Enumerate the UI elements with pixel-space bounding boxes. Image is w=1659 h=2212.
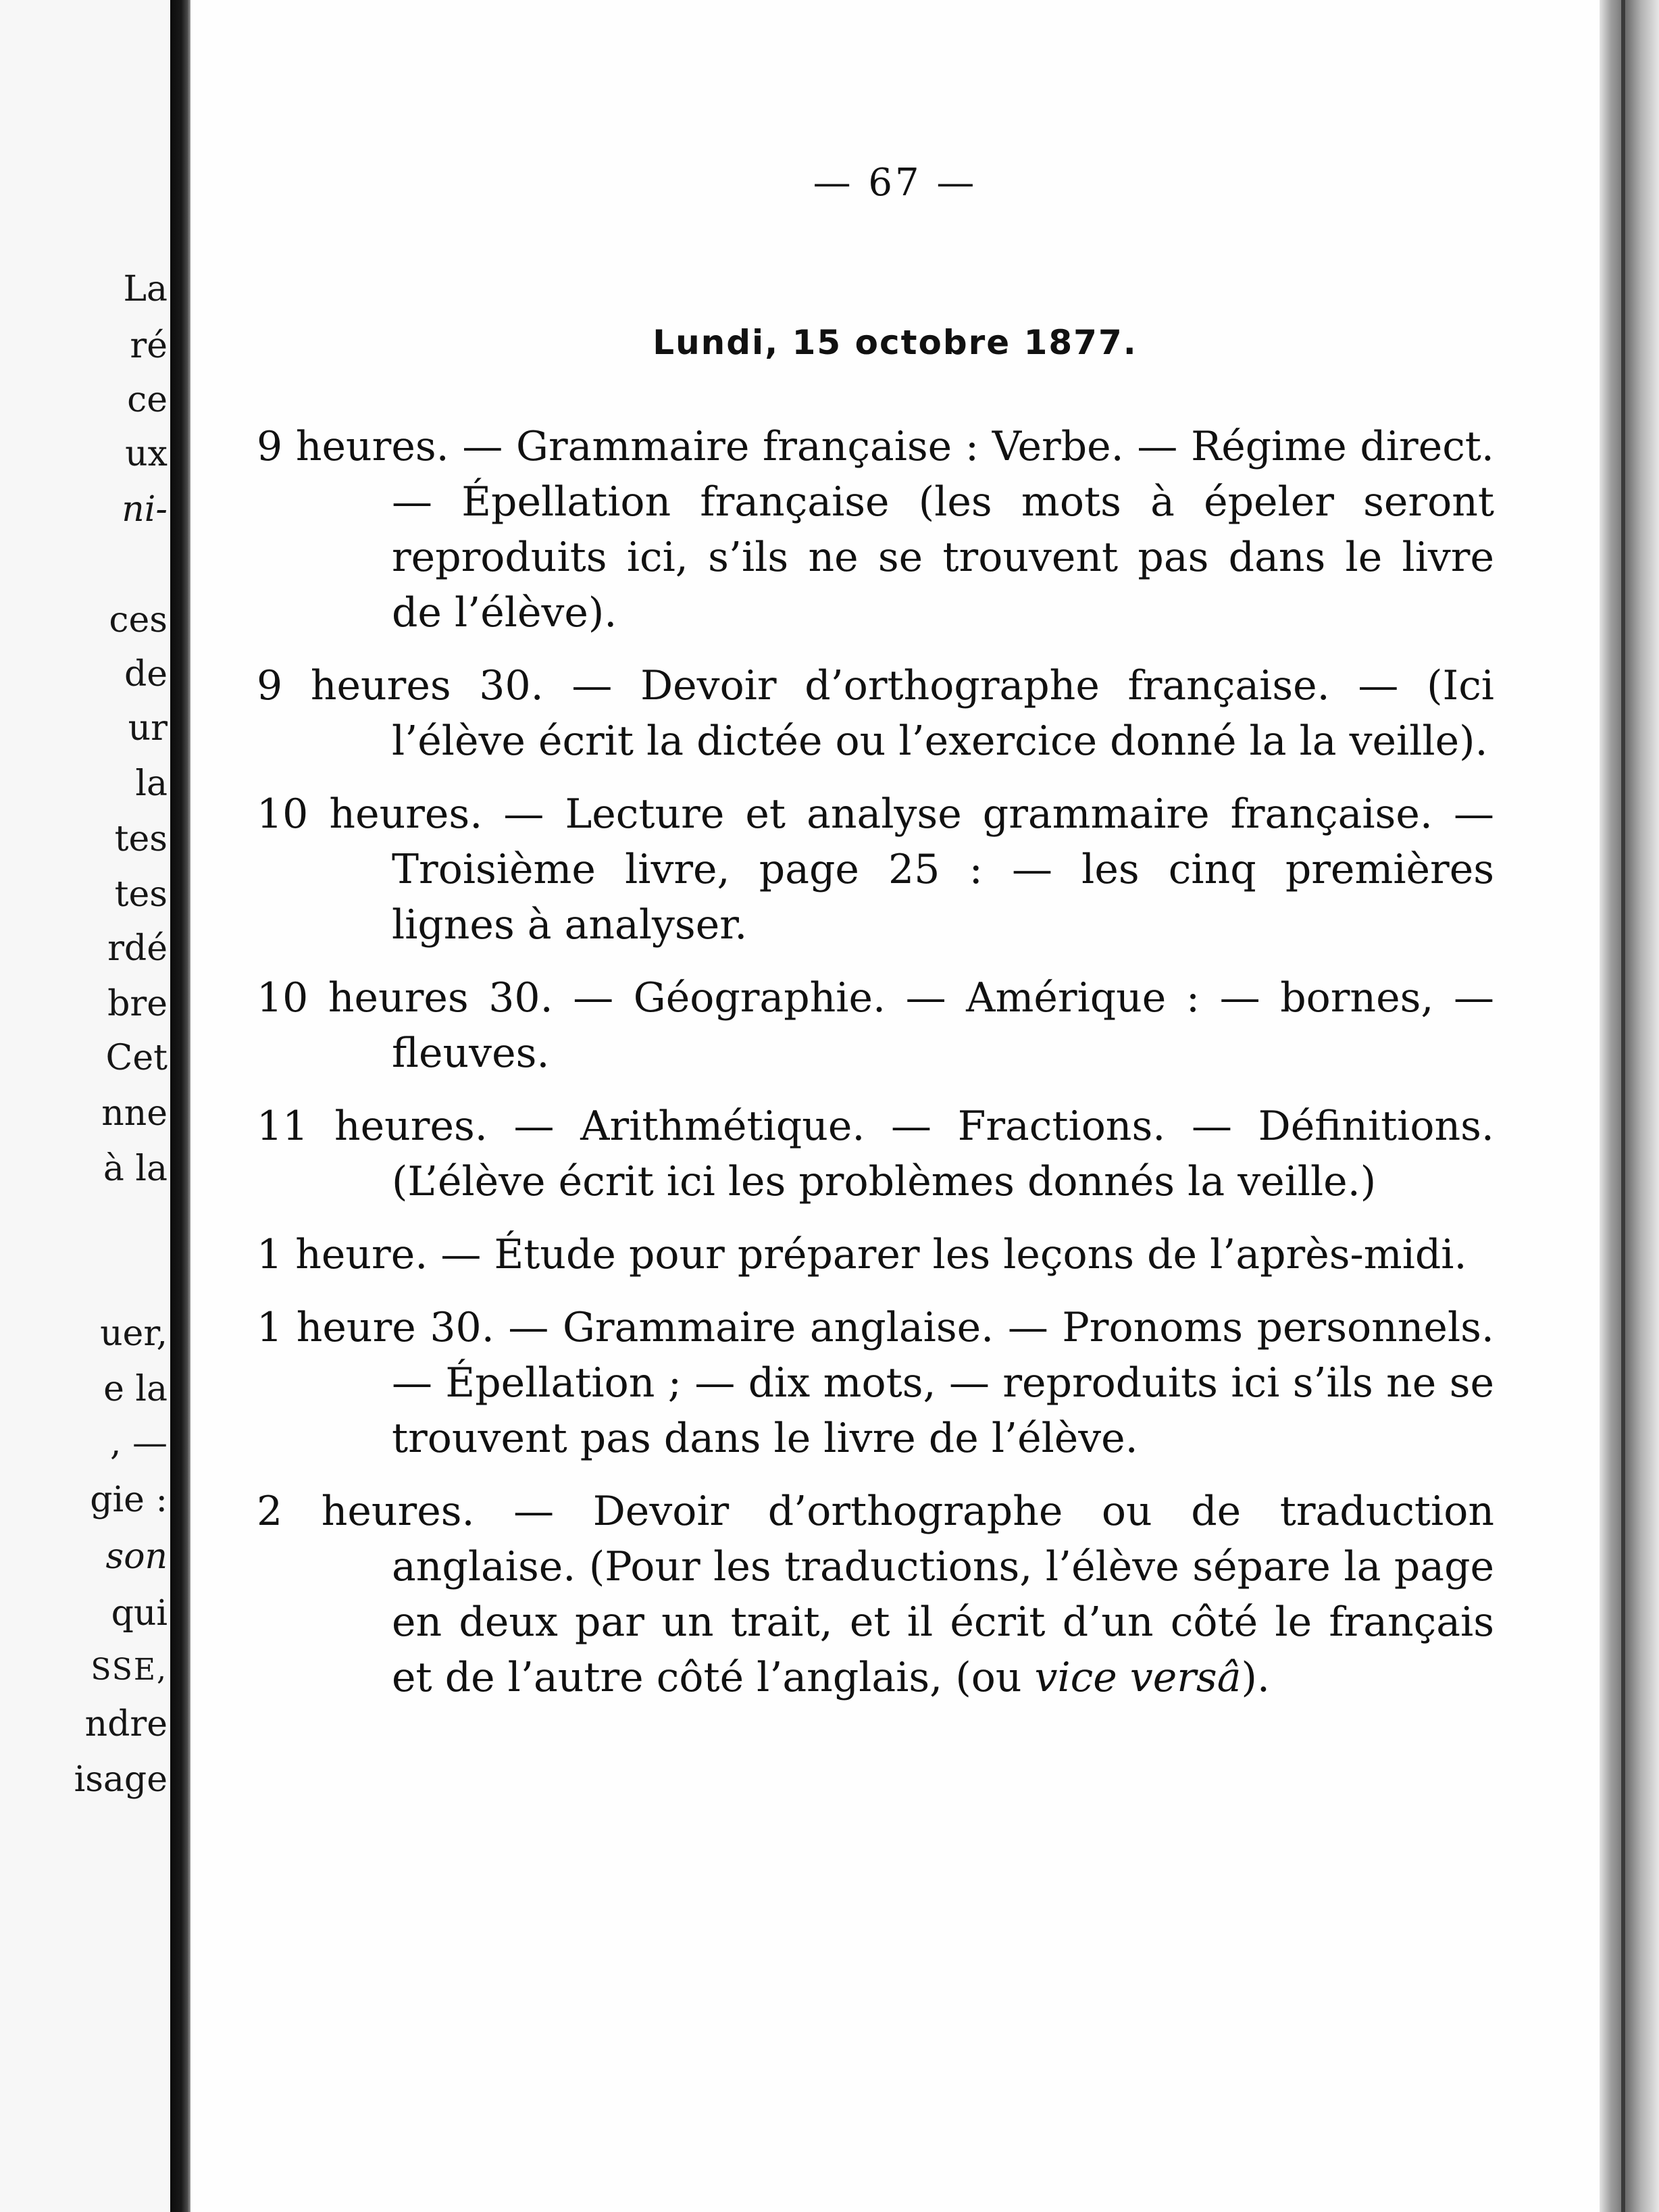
left-page-fragment: ux (125, 434, 168, 474)
schedule-entry: 1 heure 30. — Grammaire anglaise. — Pronoms personnels. — Épellation ; — dix mots, — reproduits ici s’ils ne se trouvent pas dans le livre de l’élève. (257, 1304, 1494, 1462)
left-page-fragment: son (105, 1536, 168, 1577)
entry-italic-text: vice versâ (1034, 1654, 1242, 1701)
left-page-fragment: de (124, 654, 168, 695)
left-page-fragment: La (123, 269, 168, 309)
left-page-fragment: à la (103, 1149, 168, 1189)
left-page-fragment: tes (114, 874, 168, 915)
schedule-entry: 10 heures. — Lecture et analyse grammaire française. — Troisième livre, page 25 : — les cinq premières lignes à analyser. (257, 790, 1494, 949)
left-page-fragment: Cet (105, 1038, 168, 1078)
left-page-fragment: ndre (84, 1704, 168, 1744)
schedule-entry: 10 heures 30. — Géographie. — Amérique : — bornes, — fleuves. (257, 974, 1494, 1077)
schedule-list (257, 419, 1494, 1723)
schedule-entry: 1 heure. — Étude pour préparer les leçons de l’après-midi. (257, 1231, 1467, 1278)
left-page-fragment: uer, (100, 1313, 168, 1354)
left-page-fragment: bre (107, 984, 168, 1024)
page-stack-edge (1600, 0, 1659, 2212)
schedule-entry (257, 1484, 1494, 1705)
date-heading: Lundi, 15 octobre 1877. (653, 323, 1138, 362)
left-page-fragment: isage (74, 1759, 168, 1800)
left-page-fragment: e la (103, 1369, 168, 1409)
schedule-entry: 9 heures 30. — Devoir d’orthographe française. — (Ici l’élève écrit la dictée ou l’exercice donné la la veille). (257, 662, 1494, 765)
left-page-fragment: nne (101, 1093, 168, 1134)
left-page-fragment: tes (114, 819, 168, 859)
left-page-fragment: ce (127, 380, 168, 420)
page-number: — 67 — (813, 161, 977, 205)
schedule-entry: 11 heures. — Arithmétique. — Fractions. — Définitions. (L’élève écrit ici les problèmes donnés la veille.) (257, 1103, 1494, 1205)
schedule-entry: 9 heures. — Grammaire française : Verbe. — Régime direct. — Épellation française (les mots à épeler seront reproduits ici, s’ils ne se trouvent pas dans le livre de l’élève). (257, 423, 1494, 636)
left-page-fragment: ur (128, 708, 168, 749)
left-page-fragment: la (135, 763, 168, 804)
previous-page-margin (0, 0, 177, 2212)
entry-text: ). (1241, 1654, 1270, 1701)
left-page-fragment: rdé (107, 928, 168, 969)
entry-text: 2 heures. — Devoir d’orthographe ou de traduction anglaise. (Pour les traductions, l’élève sépare la page en deux par un trait, et il écrit d’un côté le français et de l’autre côté l’anglais, (ou (257, 1488, 1494, 1701)
book-page (190, 0, 1600, 2212)
left-page-fragment: ré (130, 326, 168, 366)
left-page-fragment: ces (109, 600, 168, 640)
left-page-fragment: , — (109, 1423, 168, 1463)
page-edge-line (1621, 0, 1625, 2212)
left-page-fragment: gie : (90, 1480, 168, 1520)
left-page-fragment: ni- (122, 489, 168, 530)
book-gutter (170, 0, 190, 2212)
left-page-fragment: SSE, (91, 1653, 168, 1687)
left-page-fragment: qui (111, 1593, 168, 1634)
